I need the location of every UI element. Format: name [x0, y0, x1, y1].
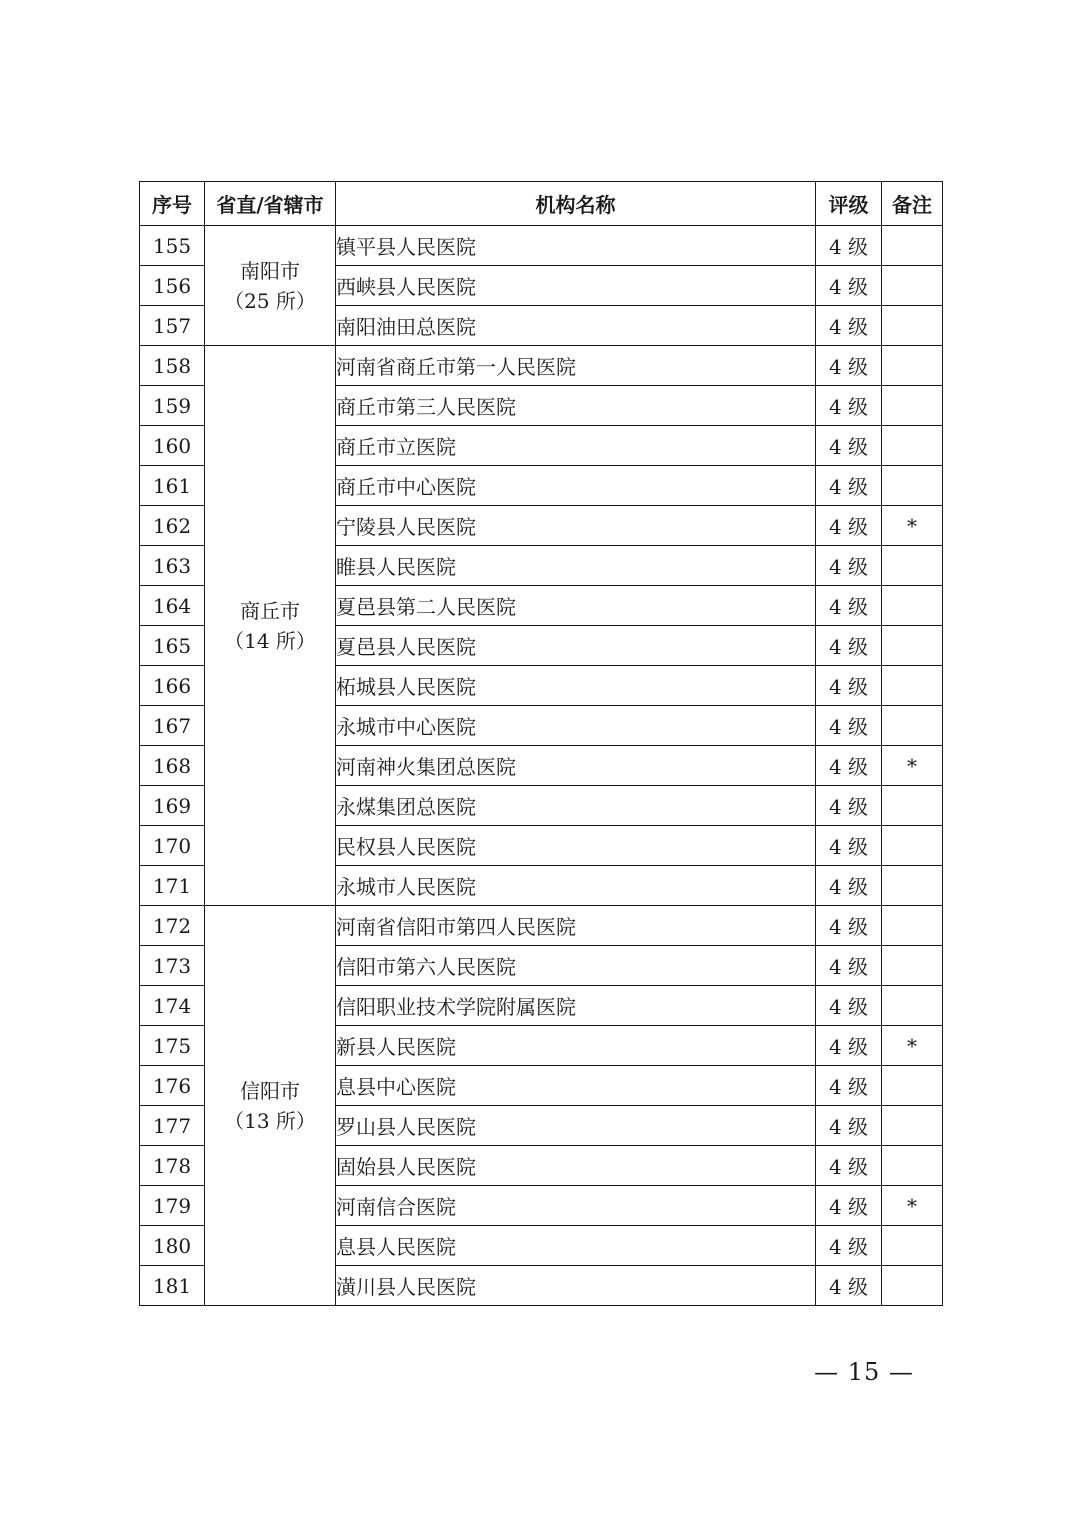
- cell-seq: 161: [140, 466, 205, 506]
- cell-grade: 4 级: [816, 586, 882, 626]
- cell-institution-name: 南阳油田总医院: [336, 306, 816, 346]
- cell-grade: 4 级: [816, 226, 882, 266]
- cell-region: [205, 906, 336, 1306]
- cell-grade: 4 级: [816, 786, 882, 826]
- cell-institution-name: 河南神火集团总医院: [336, 746, 816, 786]
- cell-grade: 4 级: [816, 506, 882, 546]
- cell-seq: 155: [140, 226, 205, 266]
- header-note: 备注: [882, 182, 943, 226]
- header-name: 机构名称: [336, 182, 816, 226]
- cell-institution-name: 信阳职业技术学院附属医院: [336, 986, 816, 1026]
- cell-institution-name: 河南省信阳市第四人民医院: [336, 906, 816, 946]
- cell-note: [882, 306, 943, 346]
- cell-institution-name: 夏邑县第二人民医院: [336, 586, 816, 626]
- header-grade: 评级: [816, 182, 882, 226]
- cell-institution-name: 河南信合医院: [336, 1186, 816, 1226]
- cell-note: *: [882, 1186, 943, 1226]
- cell-seq: 179: [140, 1186, 205, 1226]
- cell-note: [882, 786, 943, 826]
- cell-note: [882, 906, 943, 946]
- cell-institution-name: 宁陵县人民医院: [336, 506, 816, 546]
- cell-institution-name: 信阳市第六人民医院: [336, 946, 816, 986]
- cell-grade: 4 级: [816, 546, 882, 586]
- cell-note: [882, 946, 943, 986]
- cell-note: [882, 986, 943, 1026]
- cell-institution-name: 民权县人民医院: [336, 826, 816, 866]
- cell-institution-name: 永煤集团总医院: [336, 786, 816, 826]
- cell-note: [882, 826, 943, 866]
- cell-seq: 180: [140, 1226, 205, 1266]
- cell-seq: 167: [140, 706, 205, 746]
- cell-seq: 158: [140, 346, 205, 386]
- cell-institution-name: 息县人民医院: [336, 1226, 816, 1266]
- cell-note: [882, 626, 943, 666]
- cell-grade: 4 级: [816, 746, 882, 786]
- cell-note: [882, 546, 943, 586]
- cell-seq: 175: [140, 1026, 205, 1066]
- cell-institution-name: 商丘市中心医院: [336, 466, 816, 506]
- cell-seq: 165: [140, 626, 205, 666]
- region-name: 信阳市: [240, 1078, 300, 1103]
- cell-grade: 4 级: [816, 706, 882, 746]
- cell-seq: 168: [140, 746, 205, 786]
- cell-grade: 4 级: [816, 1226, 882, 1266]
- cell-seq: 176: [140, 1066, 205, 1106]
- table-body: [140, 226, 943, 1306]
- cell-grade: 4 级: [816, 306, 882, 346]
- cell-note: [882, 1066, 943, 1106]
- cell-seq: 166: [140, 666, 205, 706]
- cell-institution-name: 河南省商丘市第一人民医院: [336, 346, 816, 386]
- cell-grade: 4 级: [816, 1146, 882, 1186]
- cell-grade: 4 级: [816, 386, 882, 426]
- cell-grade: 4 级: [816, 1026, 882, 1066]
- hospital-rating-table: [139, 181, 943, 1306]
- cell-grade: 4 级: [816, 626, 882, 666]
- cell-institution-name: 夏邑县人民医院: [336, 626, 816, 666]
- cell-institution-name: 罗山县人民医院: [336, 1106, 816, 1146]
- table-row: [140, 226, 943, 266]
- cell-seq: 174: [140, 986, 205, 1026]
- cell-note: [882, 426, 943, 466]
- cell-seq: 172: [140, 906, 205, 946]
- cell-grade: 4 级: [816, 866, 882, 906]
- cell-grade: 4 级: [816, 666, 882, 706]
- cell-institution-name: 永城市中心医院: [336, 706, 816, 746]
- cell-grade: 4 级: [816, 1266, 882, 1306]
- cell-institution-name: 商丘市第三人民医院: [336, 386, 816, 426]
- table-header-row: [140, 182, 943, 226]
- cell-grade: 4 级: [816, 266, 882, 306]
- cell-note: *: [882, 746, 943, 786]
- cell-seq: 173: [140, 946, 205, 986]
- cell-seq: 164: [140, 586, 205, 626]
- cell-note: *: [882, 1026, 943, 1066]
- cell-note: [882, 1266, 943, 1306]
- cell-seq: 160: [140, 426, 205, 466]
- cell-grade: 4 级: [816, 346, 882, 386]
- table-row: [140, 906, 943, 946]
- cell-note: [882, 1226, 943, 1266]
- region-name: 商丘市: [240, 598, 300, 623]
- cell-institution-name: 西峡县人民医院: [336, 266, 816, 306]
- cell-seq: 156: [140, 266, 205, 306]
- cell-note: [882, 466, 943, 506]
- page-number: — 15 —: [814, 1358, 914, 1386]
- cell-seq: 170: [140, 826, 205, 866]
- table-row: [140, 346, 943, 386]
- cell-note: [882, 586, 943, 626]
- cell-institution-name: 息县中心医院: [336, 1066, 816, 1106]
- cell-seq: 171: [140, 866, 205, 906]
- cell-institution-name: 商丘市立医院: [336, 426, 816, 466]
- region-name: 南阳市: [240, 258, 300, 283]
- cell-institution-name: 永城市人民医院: [336, 866, 816, 906]
- cell-grade: 4 级: [816, 986, 882, 1026]
- cell-grade: 4 级: [816, 1186, 882, 1226]
- cell-seq: 181: [140, 1266, 205, 1306]
- cell-seq: 162: [140, 506, 205, 546]
- cell-seq: 157: [140, 306, 205, 346]
- cell-note: [882, 1146, 943, 1186]
- cell-note: [882, 866, 943, 906]
- cell-seq: 163: [140, 546, 205, 586]
- cell-grade: 4 级: [816, 1066, 882, 1106]
- cell-seq: 159: [140, 386, 205, 426]
- cell-seq: 169: [140, 786, 205, 826]
- cell-note: [882, 386, 943, 426]
- header-region: 省直/省辖市: [205, 182, 336, 226]
- header-seq: 序号: [140, 182, 205, 226]
- cell-institution-name: 固始县人民医院: [336, 1146, 816, 1186]
- cell-institution-name: 镇平县人民医院: [336, 226, 816, 266]
- cell-region: [205, 346, 336, 906]
- region-count: （25 所）: [224, 288, 316, 313]
- cell-grade: 4 级: [816, 906, 882, 946]
- region-count: （14 所）: [224, 628, 316, 653]
- cell-note: *: [882, 506, 943, 546]
- cell-institution-name: 柘城县人民医院: [336, 666, 816, 706]
- cell-seq: 178: [140, 1146, 205, 1186]
- cell-region: [205, 226, 336, 346]
- cell-grade: 4 级: [816, 1106, 882, 1146]
- cell-grade: 4 级: [816, 826, 882, 866]
- cell-grade: 4 级: [816, 466, 882, 506]
- cell-note: [882, 1106, 943, 1146]
- cell-note: [882, 266, 943, 306]
- cell-institution-name: 睢县人民医院: [336, 546, 816, 586]
- cell-institution-name: 潢川县人民医院: [336, 1266, 816, 1306]
- region-count: （13 所）: [224, 1108, 316, 1133]
- cell-institution-name: 新县人民医院: [336, 1026, 816, 1066]
- cell-grade: 4 级: [816, 946, 882, 986]
- cell-note: [882, 346, 943, 386]
- cell-note: [882, 666, 943, 706]
- cell-grade: 4 级: [816, 426, 882, 466]
- cell-note: [882, 226, 943, 266]
- cell-seq: 177: [140, 1106, 205, 1146]
- cell-note: [882, 706, 943, 746]
